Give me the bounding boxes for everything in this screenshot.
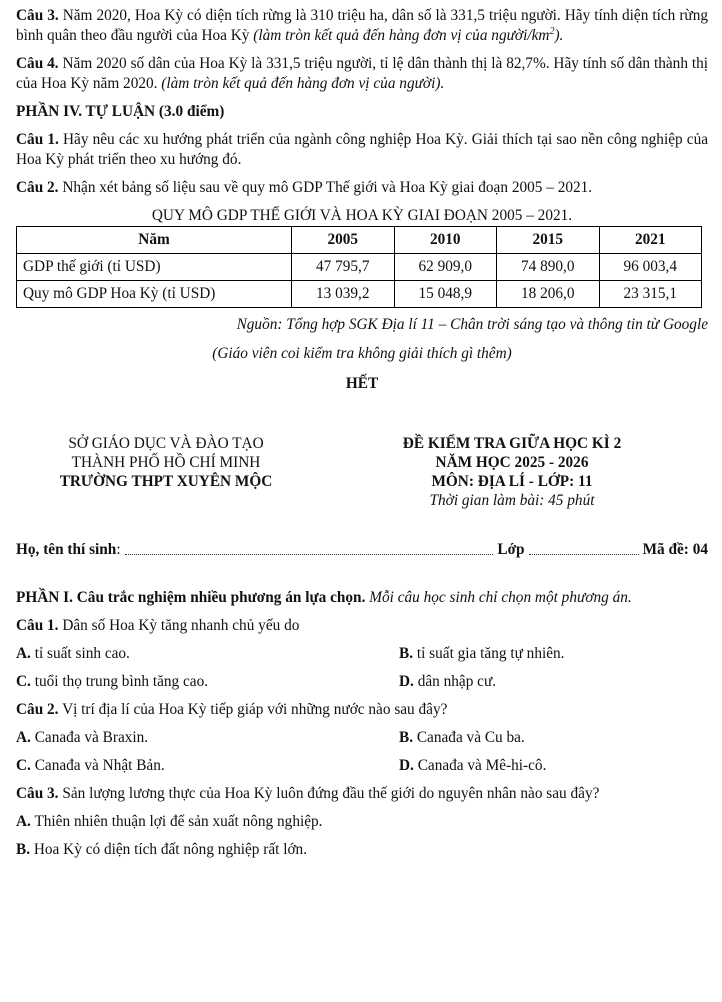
question-label: Câu 2. bbox=[16, 179, 59, 196]
options-row bbox=[16, 644, 708, 664]
table-cell: 74 890,0 bbox=[497, 254, 600, 281]
table-caption: QUY MÔ GDP THẾ GIỚI VÀ HOA KỲ GIAI ĐOẠN 2005 – 2021. bbox=[151, 207, 573, 224]
question-label: Câu 3. bbox=[16, 785, 59, 802]
option-b[interactable]: B. Hoa Kỳ có diện tích đất nông nghiệp rất lớn. bbox=[16, 841, 308, 858]
end-marker: HẾT bbox=[345, 375, 379, 392]
option-a[interactable]: A. Thiên nhiên thuận lợi để sản xuất nông nghiệp. bbox=[16, 813, 323, 830]
option-a[interactable]: A. Canađa và Braxin. bbox=[16, 729, 149, 746]
part-1-instruction: Mỗi câu học sinh chỉ chọn một phương án. bbox=[369, 589, 632, 606]
mc-question-1 bbox=[16, 616, 708, 636]
option-a[interactable]: A. tỉ suất sinh cao. bbox=[16, 645, 130, 662]
question-text: Nhận xét bảng số liệu sau về quy mô GDP Thế giới và Hoa Kỳ giai đoạn 2005 – 2021. bbox=[62, 179, 593, 196]
row-label: GDP thế giới (tỉ USD) bbox=[17, 254, 292, 281]
city-name: THÀNH PHỐ HỒ CHÍ MINH bbox=[71, 454, 261, 471]
table-row bbox=[17, 281, 702, 308]
school-year: NĂM HỌC 2025 - 2026 bbox=[435, 454, 589, 471]
question-text: Vị trí địa lí của Hoa Kỳ tiếp giáp với những nước nào sau đây? bbox=[62, 701, 448, 718]
table-header-row bbox=[17, 227, 702, 254]
question-text: Năm 2020 số dân của Hoa Kỳ là 331,5 triệu người, tỉ lệ dân thành thị là 82,7%. Hãy tính số dân thành thị của Hoa Kỳ năm 2020. bbox=[16, 55, 709, 92]
option-c[interactable]: C. tuổi thọ trung bình tăng cao. bbox=[16, 673, 209, 690]
header-cell: Năm bbox=[17, 227, 292, 254]
name-label: Họ, tên thí sinh bbox=[16, 541, 117, 558]
header-cell: 2005 bbox=[292, 227, 395, 254]
class-field[interactable] bbox=[529, 540, 639, 555]
options-row bbox=[16, 728, 708, 748]
table-source: Nguồn: Tổng hợp SGK Địa lí 11 – Chân trời sáng tạo và thông tin từ Google bbox=[236, 316, 708, 333]
part-4-title: PHẦN IV. TỰ LUẬN (3.0 điểm) bbox=[16, 103, 225, 120]
exam-title: ĐỀ KIỂM TRA GIỮA HỌC KÌ 2 bbox=[402, 435, 622, 452]
table-cell: 13 039,2 bbox=[292, 281, 395, 308]
table-row bbox=[17, 254, 702, 281]
table-cell: 47 795,7 bbox=[292, 254, 395, 281]
option-b[interactable]: B. Canađa và Cu ba. bbox=[399, 729, 525, 746]
subject-line: MÔN: ĐỊA LÍ - LỚP: 11 bbox=[431, 473, 593, 490]
name-field[interactable] bbox=[125, 540, 494, 555]
table-cell: 18 206,0 bbox=[497, 281, 600, 308]
mc-question-3 bbox=[16, 784, 708, 804]
essay-question-1 bbox=[16, 130, 708, 170]
class-label: Lớp bbox=[497, 541, 525, 558]
question-label: Câu 4. bbox=[16, 55, 59, 72]
question-text: Sản lượng lương thực của Hoa Kỳ luôn đứng đầu thế giới do nguyên nhân nào sau đây? bbox=[62, 785, 600, 802]
exam-info-block bbox=[316, 434, 708, 510]
options-row bbox=[16, 756, 708, 776]
school-name: TRƯỜNG THPT XUYÊN MỘC bbox=[59, 473, 273, 490]
question-label: Câu 3. bbox=[16, 7, 59, 24]
question-note: (làm tròn kết quả đến hàng đơn vị của người). bbox=[161, 75, 445, 92]
table-cell: 62 909,0 bbox=[394, 254, 497, 281]
row-label: Quy mô GDP Hoa Kỳ (tỉ USD) bbox=[17, 281, 292, 308]
exam-header bbox=[16, 434, 708, 510]
question-label: Câu 1. bbox=[16, 617, 59, 634]
school-block bbox=[16, 434, 316, 510]
gdp-table bbox=[16, 226, 702, 308]
student-info-line: Họ, tên thí sinh : Lớp Mã đề: 04 bbox=[16, 541, 708, 558]
options-row bbox=[16, 672, 708, 692]
table-cell: 96 003,4 bbox=[599, 254, 702, 281]
essay-question-2 bbox=[16, 178, 708, 198]
question-text: Năm 2020, Hoa Kỳ có diện tích rừng là 310 triệu ha, dân số là 331,5 triệu người. Hãy tính diện tích rừng bình quân theo đầu người của Hoa Kỳ bbox=[16, 7, 709, 44]
exam-code: Mã đề: 04 bbox=[642, 541, 708, 558]
header-cell: 2021 bbox=[599, 227, 702, 254]
question-label: Câu 1. bbox=[16, 131, 59, 148]
option-b[interactable]: B. tỉ suất gia tăng tự nhiên. bbox=[399, 645, 565, 662]
question-text: Dân số Hoa Kỳ tăng nhanh chủ yếu do bbox=[62, 617, 300, 634]
table-cell: 23 315,1 bbox=[599, 281, 702, 308]
table-cell: 15 048,9 bbox=[394, 281, 497, 308]
question-note: (làm tròn kết quả đến hàng đơn vị của người/$km^2$). bbox=[253, 25, 564, 44]
footer-note: (Giáo viên coi kiểm tra không giải thích gì thêm) bbox=[212, 345, 512, 362]
department-name: SỞ GIÁO DỤC VÀ ĐÀO TẠO bbox=[68, 435, 264, 452]
option-c[interactable]: C. Canađa và Nhật Bản. bbox=[16, 757, 165, 774]
mc-question-2 bbox=[16, 700, 708, 720]
header-cell: 2010 bbox=[394, 227, 497, 254]
question-3-prev bbox=[16, 6, 708, 46]
part-1-title: PHẦN I. Câu trắc nghiệm nhiều phương án lựa chọn. Mỗi câu học sinh chỉ chọn một phương án. bbox=[16, 589, 632, 606]
exam-page bbox=[16, 6, 708, 868]
question-4-prev bbox=[16, 54, 708, 94]
question-label: Câu 2. bbox=[16, 701, 59, 718]
header-cell: 2015 bbox=[497, 227, 600, 254]
option-d[interactable]: D. Canađa và Mê-hi-cô. bbox=[399, 757, 547, 774]
exam-duration: Thời gian làm bài: 45 phút bbox=[429, 492, 595, 509]
option-d[interactable]: D. dân nhập cư. bbox=[399, 673, 497, 690]
question-text: Hãy nêu các xu hướng phát triển của ngành công nghiệp Hoa Kỳ. Giải thích tại sao nền công nghiệp của Hoa Kỳ phát triển theo xu hướng đó. bbox=[16, 131, 709, 168]
